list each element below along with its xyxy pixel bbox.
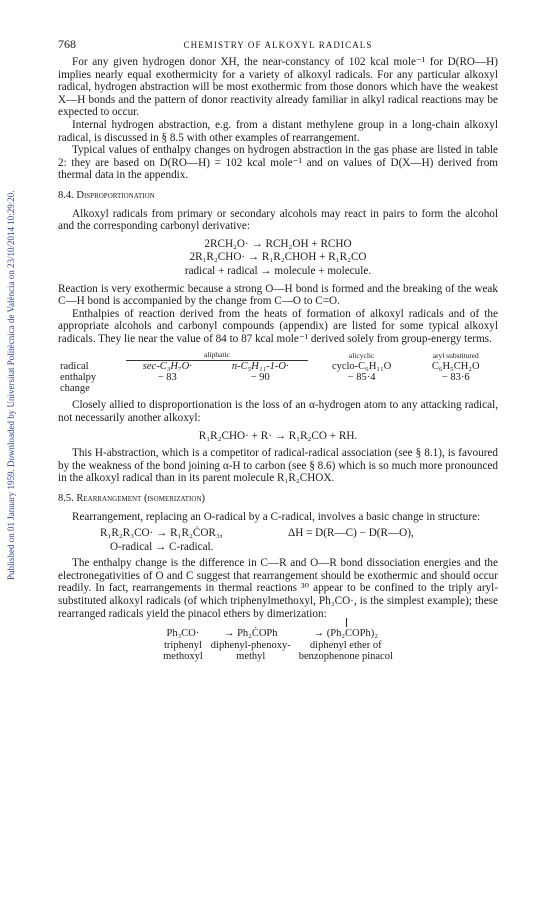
formula: → Ph₂ĊOPh xyxy=(223,628,278,640)
group-header: alicyclic xyxy=(348,351,375,361)
equation: radical + radical → molecule + molecule. xyxy=(184,264,372,277)
paragraph: Closely allied to disproportionation is the loss of an α-hydrogen atom to any attacking radical, not necessarily another alkoxyl: xyxy=(58,399,498,425)
paragraph: This H-abstraction, which is a competitor of radical-radical association (see § 8.1), is favoured by the weakness of the bond joining α-H to carbon (see § 8.6) which is so much more pronounced in the alkoxyl radical than in its parent molecule R₁R₂CHOX. xyxy=(58,447,498,485)
enthalpy-table xyxy=(58,349,498,394)
equation: 2RCH₂O· → RCH₂OH + RCHO xyxy=(204,237,352,250)
paragraph: Rearrangement, replacing an O-radical by a C-radical, involves a basic change in structure: xyxy=(72,510,481,523)
row-label: radical xyxy=(60,361,89,373)
group-header: aliphatic xyxy=(126,349,308,361)
enthalpy-value: − 83 xyxy=(157,372,177,384)
formula: Ph₃CO· xyxy=(166,628,200,640)
radical-cell: C₆H₅CH₂O xyxy=(431,361,480,373)
radical-cell: n-C₅H₁₁-1-O· xyxy=(231,361,289,373)
row-label: change xyxy=(60,383,90,395)
download-watermark: Published on 01 January 1959. Downloaded by Universitat Politècnica de València on 23/10/2014 10:29:20. xyxy=(6,190,16,580)
paragraph: Alkoxyl radicals from primary or secondary alcohols may react in pairs to form the alcohol and the corresponding carbonyl derivative: xyxy=(58,207,498,233)
section-heading-8-5: 8.5. Rearrangement (isomerization) xyxy=(58,493,205,505)
equation: R₁R₂CHO· + R· → R₁R₂CO + RH. xyxy=(198,429,358,442)
radical-cell: cyclo-C₆H₁₁O xyxy=(331,361,392,373)
compound-name: triphenyl xyxy=(164,639,202,651)
formula: → (Ph₂COPh)₂ xyxy=(313,628,378,640)
paragraph: Reaction is very exothermic because a strong O—H bond is formed and the breaking of the weak C—H bond is accompanied by the change from C—O to C=O. xyxy=(58,282,498,308)
paragraph: Internal hydrogen abstraction, e.g. from a distant methylene group in a long-chain alkoxyl radical, is discussed in § 8.5 with other examples of rearrangement. xyxy=(58,118,498,144)
compound-name: benzophenone pinacol xyxy=(298,651,393,663)
enthalpy-value: − 90 xyxy=(250,372,270,384)
equation-lhs: R₁R₂R₃CO· → R₁R₂ĊOR₃, xyxy=(100,527,223,540)
equation-sub: O-radical → C-radical. xyxy=(110,541,214,554)
compound-name: diphenyl-phenoxy- xyxy=(210,639,291,651)
radical-cell: sec-C₃H₇O· xyxy=(142,361,192,373)
row-label: enthalpy xyxy=(60,372,97,384)
rearrangement-equation xyxy=(58,527,498,555)
pinacol-scheme xyxy=(159,628,397,663)
compound-name: methoxyl xyxy=(163,651,203,663)
compound-name: diphenyl ether of xyxy=(309,639,382,651)
paragraph: Typical values of enthalpy changes on hydrogen abstraction in the gas phase are listed in table 2: they are based on D(RO—H) = 102 kcal mole⁻¹ and on values of D(X—H) derived from thermal data in the appendix. xyxy=(58,144,498,182)
paragraph: Enthalpies of reaction derived from the heats of formation of alkoxyl radicals and of the appropriate alcohols and carbonyl compounds (appendix) are listed for some typical alkoxyl radicals. They lie near the value of 84 to 87 kcal mole⁻¹ derived solely from group-energy terms. xyxy=(58,307,498,345)
equation: 2R₁R₂CHO· → R₁R₂CHOH + R₁R₂CO xyxy=(189,251,367,264)
enthalpy-value: − 85·4 xyxy=(347,372,376,384)
group-header: aryl substituted xyxy=(432,351,479,361)
running-header xyxy=(58,38,498,54)
paragraph: For any given hydrogen donor XH, the near-constancy of 102 kcal mole⁻¹ for D(RO—H) implies nearly equal exothermicity for a variety of alkoxyl radicals. For any particular alkoxyl radical, hydrogen abstraction will be most exothermic from those donors which have the weakest X—H bonds and the pattern of donor reactivity already familiar in alkyl radical reactions may be expected to occur. xyxy=(58,56,498,119)
paragraph: The enthalpy change is the difference in C—R and O—R bond dissociation energies and the electronegativities of O and C suggest that rearrangement should be exothermic and should occur readily. In fact, rearrangements in thermal reactions ³⁰ appear to be confined to the triply aryl-substituted alkoxyl radicals (of which triphenylmethoxyl, Ph₃CO·, is the simplest example); these rearranged radicals yield the pinacol ethers by dimerization: xyxy=(58,557,498,620)
compound-name: methyl xyxy=(236,651,266,663)
section-heading-8-4: 8.4. Disproportionation xyxy=(58,189,155,201)
equation-rhs: ΔH = D(R—C) − D(R—O), xyxy=(288,527,414,540)
enthalpy-value: − 83·6 xyxy=(441,372,470,384)
page-content xyxy=(58,38,498,663)
page-number: 768 xyxy=(58,37,76,51)
running-head: CHEMISTRY OF ALKOXYL RADICALS xyxy=(183,40,373,50)
